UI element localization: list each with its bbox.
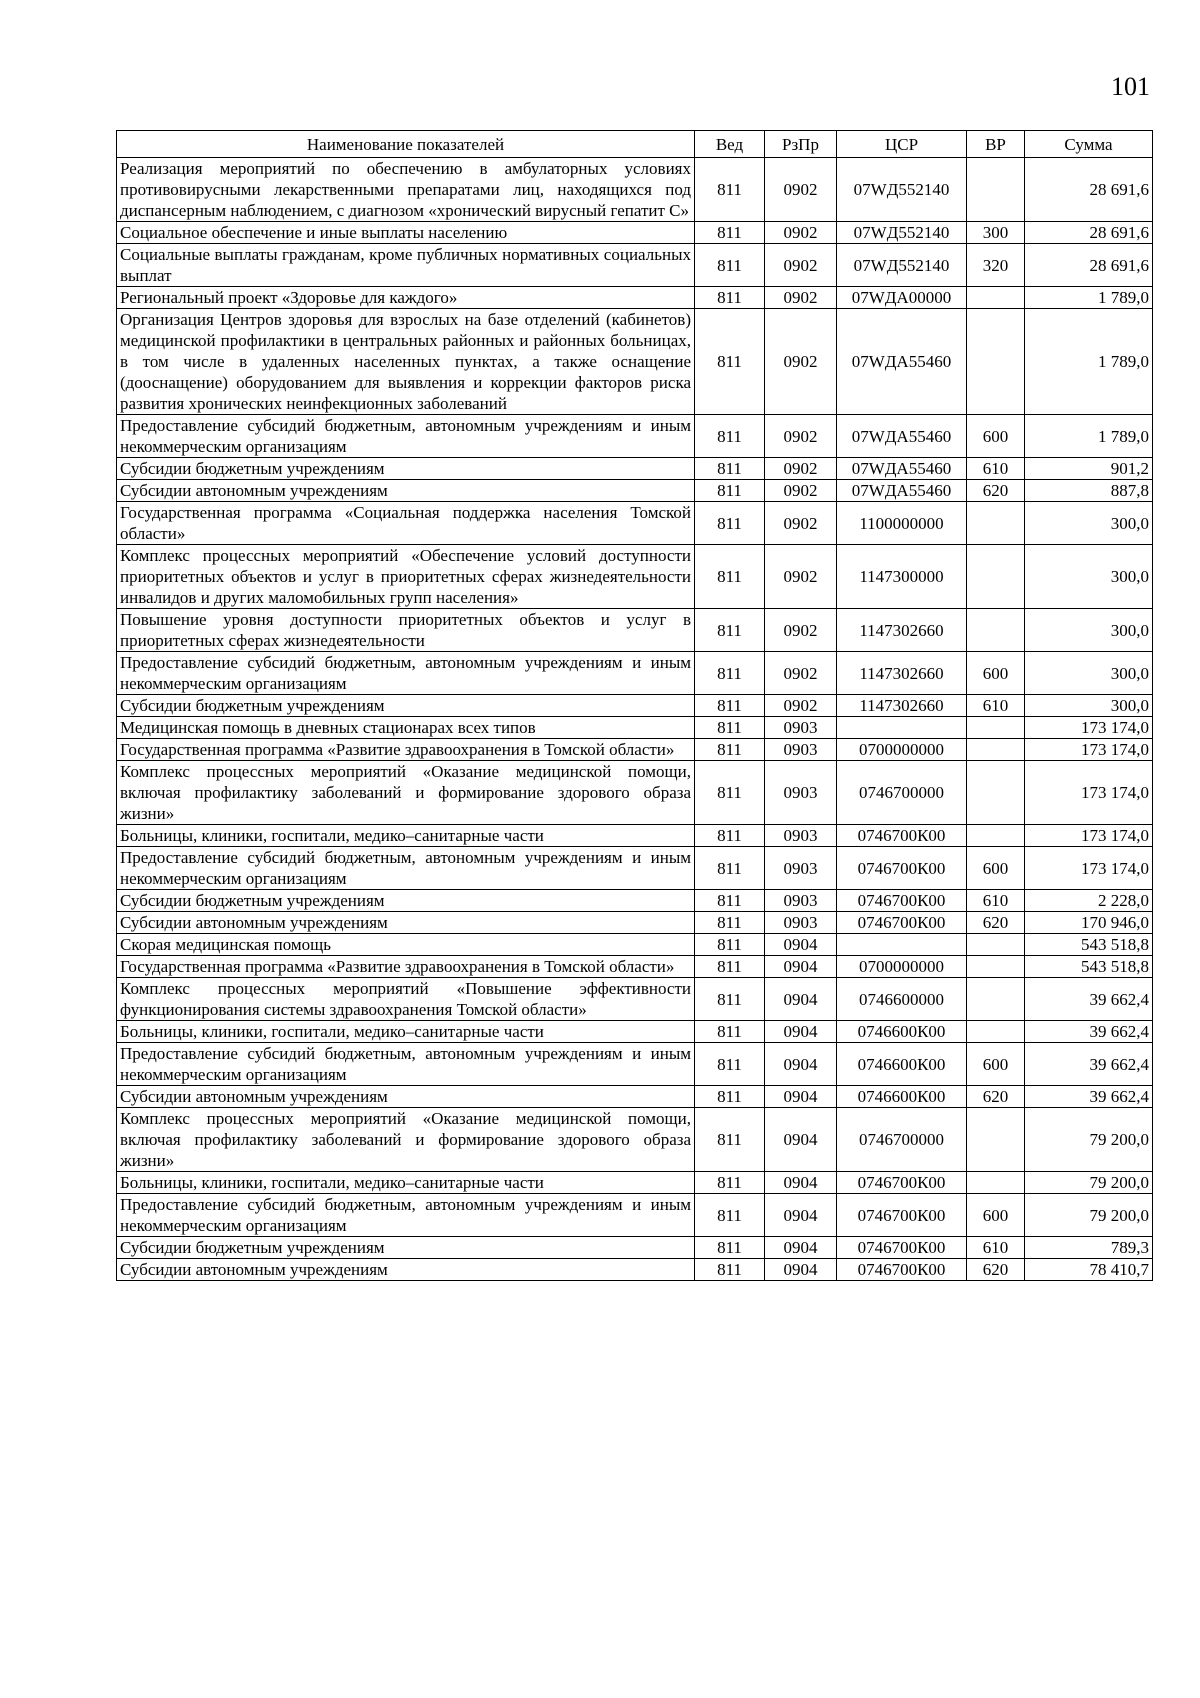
cell-vr [967,978,1025,1021]
table-row [117,847,1153,890]
cell-csr: 0746700000 [837,1108,967,1172]
cell-sum: 1 789,0 [1025,287,1153,309]
cell-rzpr: 0902 [765,309,837,415]
page-number: 101 [1111,72,1150,101]
cell-name: Больницы, клиники, госпитали, медико–санитарные части [117,1172,695,1194]
cell-sum: 173 174,0 [1025,761,1153,825]
cell-ved: 811 [695,1194,765,1237]
table-row [117,480,1153,502]
cell-name: Социальные выплаты гражданам, кроме публичных нормативных социальных выплат [117,244,695,287]
cell-sum: 1 789,0 [1025,415,1153,458]
cell-name: Комплекс процессных мероприятий «Повышение эффективности функционирования системы здравоохранения Томской области» [117,978,695,1021]
cell-csr: 07WД552140 [837,222,967,244]
cell-ved: 811 [695,458,765,480]
cell-rzpr: 0903 [765,739,837,761]
cell-rzpr: 0904 [765,934,837,956]
table-row [117,458,1153,480]
cell-rzpr: 0902 [765,287,837,309]
table-row [117,695,1153,717]
table-body [117,158,1153,1281]
cell-ved: 811 [695,761,765,825]
table-header-row [117,131,1153,158]
cell-sum: 39 662,4 [1025,1086,1153,1108]
cell-vr [967,1021,1025,1043]
cell-rzpr: 0902 [765,695,837,717]
header-vr: ВР [967,131,1025,158]
table-row [117,158,1153,222]
cell-sum: 300,0 [1025,652,1153,695]
cell-vr: 620 [967,1259,1025,1281]
cell-vr: 600 [967,847,1025,890]
cell-sum: 300,0 [1025,545,1153,609]
table-row [117,244,1153,287]
cell-csr: 1147302660 [837,695,967,717]
cell-rzpr: 0902 [765,609,837,652]
cell-vr: 610 [967,695,1025,717]
cell-vr [967,1172,1025,1194]
cell-name: Медицинская помощь в дневных стационарах всех типов [117,717,695,739]
cell-vr: 620 [967,480,1025,502]
cell-sum: 28 691,6 [1025,222,1153,244]
cell-rzpr: 0902 [765,244,837,287]
cell-sum: 173 174,0 [1025,847,1153,890]
cell-vr: 620 [967,1086,1025,1108]
cell-vr [967,609,1025,652]
cell-ved: 811 [695,695,765,717]
cell-rzpr: 0903 [765,847,837,890]
cell-ved: 811 [695,1259,765,1281]
header-name: Наименование показателей [117,131,695,158]
cell-name: Субсидии автономным учреждениям [117,480,695,502]
cell-vr [967,934,1025,956]
cell-rzpr: 0903 [765,717,837,739]
cell-ved: 811 [695,158,765,222]
cell-csr: 1147302660 [837,652,967,695]
cell-sum: 170 946,0 [1025,912,1153,934]
table-row [117,1086,1153,1108]
cell-ved: 811 [695,502,765,545]
cell-sum: 300,0 [1025,695,1153,717]
cell-name: Субсидии бюджетным учреждениям [117,1237,695,1259]
cell-sum: 28 691,6 [1025,244,1153,287]
cell-csr: 0746700К00 [837,1172,967,1194]
cell-csr: 1147302660 [837,609,967,652]
table-row [117,912,1153,934]
cell-ved: 811 [695,912,765,934]
cell-csr: 0700000000 [837,956,967,978]
cell-vr: 300 [967,222,1025,244]
cell-ved: 811 [695,739,765,761]
table-row [117,1172,1153,1194]
cell-ved: 811 [695,1172,765,1194]
table-row [117,978,1153,1021]
header-ved: Вед [695,131,765,158]
budget-table [116,130,1153,1281]
cell-sum: 300,0 [1025,502,1153,545]
cell-rzpr: 0904 [765,1043,837,1086]
cell-ved: 811 [695,1021,765,1043]
cell-ved: 811 [695,978,765,1021]
cell-ved: 811 [695,480,765,502]
cell-csr [837,934,967,956]
cell-name: Повышение уровня доступности приоритетных объектов и услуг в приоритетных сферах жизнедеятельности [117,609,695,652]
cell-ved: 811 [695,309,765,415]
cell-vr [967,502,1025,545]
cell-rzpr: 0904 [765,1237,837,1259]
cell-rzpr: 0903 [765,890,837,912]
cell-vr [967,825,1025,847]
cell-name: Субсидии автономным учреждениям [117,1259,695,1281]
cell-rzpr: 0902 [765,652,837,695]
table-row [117,1108,1153,1172]
header-csr: ЦСР [837,131,967,158]
cell-name: Субсидии автономным учреждениям [117,912,695,934]
cell-rzpr: 0902 [765,480,837,502]
cell-csr: 07WДА55460 [837,480,967,502]
cell-ved: 811 [695,609,765,652]
cell-vr: 320 [967,244,1025,287]
cell-ved: 811 [695,825,765,847]
cell-rzpr: 0902 [765,222,837,244]
cell-vr [967,1108,1025,1172]
cell-rzpr: 0903 [765,825,837,847]
cell-rzpr: 0902 [765,458,837,480]
cell-sum: 79 200,0 [1025,1172,1153,1194]
cell-rzpr: 0904 [765,1108,837,1172]
cell-rzpr: 0904 [765,1194,837,1237]
table-row [117,652,1153,695]
cell-name: Комплекс процессных мероприятий «Оказание медицинской помощи, включая профилактику заболеваний и формирование здорового образа жизни» [117,761,695,825]
cell-rzpr: 0904 [765,1172,837,1194]
cell-rzpr: 0904 [765,1259,837,1281]
cell-rzpr: 0902 [765,502,837,545]
cell-vr [967,287,1025,309]
table-row [117,761,1153,825]
cell-name: Субсидии автономным учреждениям [117,1086,695,1108]
cell-ved: 811 [695,1086,765,1108]
cell-sum: 887,8 [1025,480,1153,502]
cell-ved: 811 [695,545,765,609]
cell-ved: 811 [695,847,765,890]
cell-name: Государственная программа «Развитие здравоохранения в Томской области» [117,739,695,761]
cell-csr: 0746600К00 [837,1043,967,1086]
cell-name: Социальное обеспечение и иные выплаты населению [117,222,695,244]
cell-csr: 0746600К00 [837,1086,967,1108]
cell-vr: 600 [967,652,1025,695]
cell-vr [967,309,1025,415]
cell-csr: 07WДА55460 [837,415,967,458]
table-row [117,309,1153,415]
cell-csr: 07WД552140 [837,158,967,222]
cell-name: Субсидии бюджетным учреждениям [117,458,695,480]
cell-rzpr: 0902 [765,545,837,609]
cell-sum: 901,2 [1025,458,1153,480]
cell-ved: 811 [695,652,765,695]
cell-ved: 811 [695,1043,765,1086]
cell-sum: 39 662,4 [1025,1021,1153,1043]
cell-sum: 543 518,8 [1025,934,1153,956]
table-row [117,222,1153,244]
cell-vr: 620 [967,912,1025,934]
cell-sum: 39 662,4 [1025,978,1153,1021]
cell-ved: 811 [695,1237,765,1259]
cell-vr [967,739,1025,761]
cell-sum: 79 200,0 [1025,1108,1153,1172]
cell-rzpr: 0904 [765,978,837,1021]
cell-csr: 0746700К00 [837,890,967,912]
cell-name: Больницы, клиники, госпитали, медико–санитарные части [117,825,695,847]
cell-csr: 0746600000 [837,978,967,1021]
cell-name: Субсидии бюджетным учреждениям [117,890,695,912]
header-rzpr: РзПр [765,131,837,158]
cell-sum: 2 228,0 [1025,890,1153,912]
cell-ved: 811 [695,1108,765,1172]
cell-vr [967,545,1025,609]
cell-csr: 0700000000 [837,739,967,761]
table-row [117,1043,1153,1086]
table-row [117,502,1153,545]
cell-sum: 543 518,8 [1025,956,1153,978]
cell-sum: 789,3 [1025,1237,1153,1259]
cell-name: Предоставление субсидий бюджетным, автономным учреждениям и иным некоммерческим организациям [117,1194,695,1237]
table-row [117,934,1153,956]
table-row [117,956,1153,978]
cell-sum: 173 174,0 [1025,739,1153,761]
cell-rzpr: 0902 [765,415,837,458]
table-row [117,415,1153,458]
cell-vr: 610 [967,1237,1025,1259]
table-row [117,609,1153,652]
table-row [117,717,1153,739]
cell-rzpr: 0903 [765,912,837,934]
cell-ved: 811 [695,287,765,309]
cell-ved: 811 [695,934,765,956]
cell-name: Больницы, клиники, госпитали, медико–санитарные части [117,1021,695,1043]
cell-sum: 39 662,4 [1025,1043,1153,1086]
cell-name: Предоставление субсидий бюджетным, автономным учреждениям и иным некоммерческим организациям [117,1043,695,1086]
table-row [117,545,1153,609]
cell-csr: 0746600К00 [837,1021,967,1043]
cell-csr [837,717,967,739]
cell-csr: 0746700К00 [837,847,967,890]
table-row [117,1237,1153,1259]
cell-vr [967,717,1025,739]
cell-vr: 600 [967,1194,1025,1237]
header-sum: Сумма [1025,131,1153,158]
table-row [117,739,1153,761]
cell-ved: 811 [695,415,765,458]
cell-csr: 07WД552140 [837,244,967,287]
cell-name: Предоставление субсидий бюджетным, автономным учреждениям и иным некоммерческим организациям [117,847,695,890]
cell-sum: 28 691,6 [1025,158,1153,222]
cell-name: Комплекс процессных мероприятий «Оказание медицинской помощи, включая профилактику заболеваний и формирование здорового образа жизни» [117,1108,695,1172]
cell-sum: 173 174,0 [1025,825,1153,847]
cell-name: Комплекс процессных мероприятий «Обеспечение условий доступности приоритетных объектов и услуг в приоритетных сферах жизнедеятельности инвалидов и других маломобильных групп населения» [117,545,695,609]
table-row [117,825,1153,847]
cell-vr [967,956,1025,978]
cell-vr: 610 [967,890,1025,912]
cell-csr: 0746700К00 [837,912,967,934]
table-row [117,1259,1153,1281]
cell-vr [967,761,1025,825]
cell-csr: 1147300000 [837,545,967,609]
cell-name: Предоставление субсидий бюджетным, автономным учреждениям и иным некоммерческим организациям [117,415,695,458]
table-row [117,890,1153,912]
table-row [117,1021,1153,1043]
cell-csr: 0746700К00 [837,825,967,847]
cell-vr: 610 [967,458,1025,480]
cell-name: Реализация мероприятий по обеспечению в амбулаторных условиях противовирусными лекарственными препаратами лиц, находящихся под диспансерным наблюдением, с диагнозом «хронический вирусный гепатит С» [117,158,695,222]
cell-csr: 0746700000 [837,761,967,825]
cell-rzpr: 0902 [765,158,837,222]
table-row [117,287,1153,309]
cell-csr: 0746700К00 [837,1237,967,1259]
cell-name: Субсидии бюджетным учреждениям [117,695,695,717]
cell-rzpr: 0903 [765,761,837,825]
cell-rzpr: 0904 [765,1021,837,1043]
cell-vr [967,158,1025,222]
cell-csr: 0746700К00 [837,1259,967,1281]
table-row [117,1194,1153,1237]
cell-ved: 811 [695,244,765,287]
cell-csr: 1100000000 [837,502,967,545]
cell-ved: 811 [695,717,765,739]
cell-ved: 811 [695,890,765,912]
cell-sum: 173 174,0 [1025,717,1153,739]
cell-csr: 07WДА00000 [837,287,967,309]
cell-sum: 79 200,0 [1025,1194,1153,1237]
cell-name: Скорая медицинская помощь [117,934,695,956]
cell-name: Региональный проект «Здоровье для каждого» [117,287,695,309]
cell-sum: 78 410,7 [1025,1259,1153,1281]
cell-csr: 07WДА55460 [837,309,967,415]
cell-sum: 300,0 [1025,609,1153,652]
cell-ved: 811 [695,956,765,978]
cell-csr: 0746700К00 [837,1194,967,1237]
cell-sum: 1 789,0 [1025,309,1153,415]
cell-vr: 600 [967,1043,1025,1086]
cell-name: Организация Центров здоровья для взрослых на базе отделений (кабинетов) медицинской профилактики в центральных районных и районных больницах, в том числе в удаленных населенных пунктах, а также оснащение (дооснащение) оборудованием для выявления и коррекции факторов риска развития хронических неинфекционных заболеваний [117,309,695,415]
cell-vr: 600 [967,415,1025,458]
cell-rzpr: 0904 [765,956,837,978]
cell-csr: 07WДА55460 [837,458,967,480]
cell-name: Государственная программа «Развитие здравоохранения в Томской области» [117,956,695,978]
cell-ved: 811 [695,222,765,244]
cell-rzpr: 0904 [765,1086,837,1108]
cell-name: Предоставление субсидий бюджетным, автономным учреждениям и иным некоммерческим организациям [117,652,695,695]
cell-name: Государственная программа «Социальная поддержка населения Томской области» [117,502,695,545]
